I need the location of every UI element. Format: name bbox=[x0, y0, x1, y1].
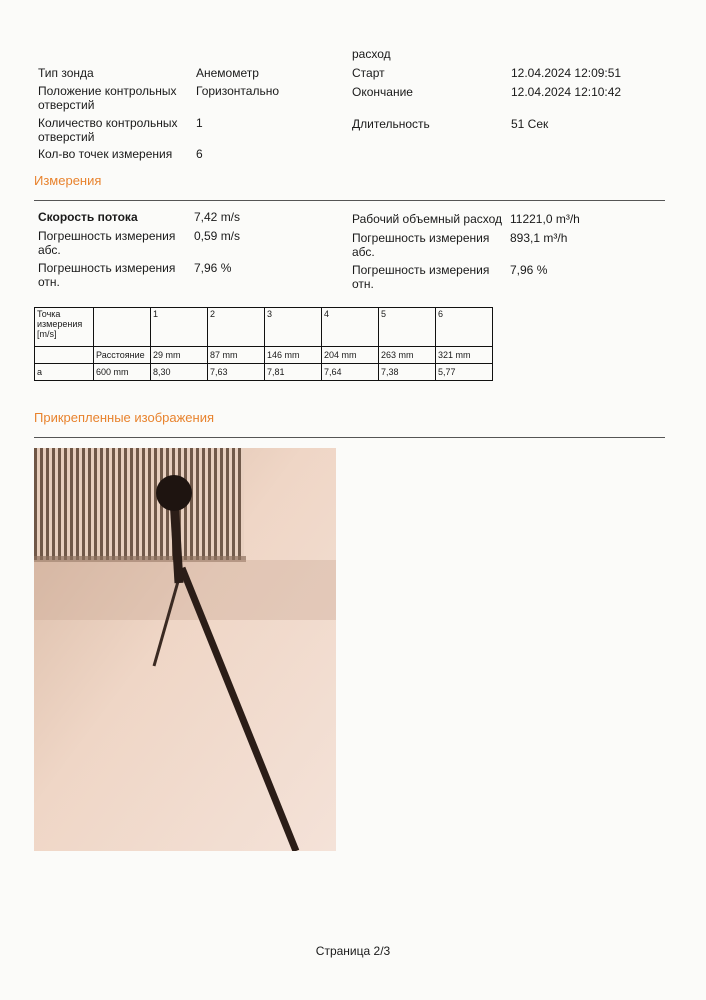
table-cell: 263 mm bbox=[379, 347, 436, 364]
info-label-start: Старт bbox=[352, 66, 385, 80]
info-value-duration: 51 Сек bbox=[511, 117, 549, 131]
info-value-probe-type: Анемометр bbox=[196, 66, 259, 80]
info-value-start: 12.04.2024 12:09:51 bbox=[511, 66, 622, 80]
table-corner-cell: Точка измерения [m/s] bbox=[35, 308, 94, 347]
table-point-header: 5 bbox=[379, 308, 436, 347]
table-cell: 29 mm bbox=[151, 347, 208, 364]
table-cell: 204 mm bbox=[322, 347, 379, 364]
volume-flow-label: Рабочий объемный расход bbox=[352, 212, 503, 226]
table-point-header: 1 bbox=[151, 308, 208, 347]
table-point-header: 3 bbox=[265, 308, 322, 347]
speed-abs-error-label: Погрешность измерения абс. bbox=[38, 229, 176, 257]
table-point-header: 6 bbox=[436, 308, 493, 347]
info-label-duration: Длительность bbox=[352, 117, 430, 131]
table-cell: 7,38 bbox=[379, 364, 436, 381]
info-value-hole-count: 1 bbox=[196, 116, 203, 130]
flow-abs-error-value: 893,1 m³/h bbox=[510, 231, 568, 245]
info-label-hole-count: Количество контрольных отверстий bbox=[38, 116, 178, 144]
header-top-text: расход bbox=[352, 47, 391, 61]
table-cell: 321 mm bbox=[436, 347, 493, 364]
table-cell: 7,64 bbox=[322, 364, 379, 381]
table-row bbox=[35, 364, 493, 381]
speed-rel-error-label: Погрешность измерения отн. bbox=[38, 261, 176, 289]
table-cell: 87 mm bbox=[208, 347, 265, 364]
page-number: Страница 2/3 bbox=[315, 944, 391, 958]
attached-photo bbox=[34, 448, 336, 851]
measurement-table bbox=[34, 307, 493, 381]
info-value-hole-position: Горизонтально bbox=[196, 84, 280, 98]
flow-rel-error-value: 7,96 % bbox=[510, 263, 548, 277]
table-cell: 7,81 bbox=[265, 364, 322, 381]
attachments-section-title: Прикрепленные изображения bbox=[34, 410, 215, 425]
table-cell: 8,30 bbox=[151, 364, 208, 381]
table-cell: 600 mm bbox=[94, 364, 151, 381]
table-distance-label: Расстояние bbox=[94, 347, 151, 364]
measurements-section-title: Измерения bbox=[34, 173, 102, 188]
table-cell bbox=[35, 347, 94, 364]
volume-flow-value: 11221,0 m³/h bbox=[510, 212, 580, 226]
table-row-label: a bbox=[35, 364, 94, 381]
table-cell: 5,77 bbox=[436, 364, 493, 381]
flow-abs-error-label: Погрешность измерения абс. bbox=[352, 231, 490, 259]
flow-rel-error-label: Погрешность измерения отн. bbox=[352, 263, 490, 291]
speed-abs-error-value: 0,59 m/s bbox=[194, 229, 241, 243]
info-value-point-count: 6 bbox=[196, 147, 203, 161]
table-point-header: 2 bbox=[208, 308, 265, 347]
table-row bbox=[35, 347, 493, 364]
table-cell: 7,63 bbox=[208, 364, 265, 381]
table-header-row bbox=[35, 308, 493, 347]
flow-speed-value: 7,42 m/s bbox=[194, 210, 241, 224]
attachments-divider bbox=[34, 437, 665, 438]
info-label-probe-type: Тип зонда bbox=[38, 66, 94, 80]
speed-rel-error-value: 7,96 % bbox=[194, 261, 232, 275]
table-empty-cell bbox=[94, 308, 151, 347]
info-label-point-count: Кол-во точек измерения bbox=[38, 147, 173, 161]
info-value-end: 12.04.2024 12:10:42 bbox=[511, 85, 622, 99]
measurements-divider bbox=[34, 200, 665, 201]
table-point-header: 4 bbox=[322, 308, 379, 347]
info-label-end: Окончание bbox=[352, 85, 413, 99]
table-cell: 146 mm bbox=[265, 347, 322, 364]
info-label-hole-position: Положение контрольных отверстий bbox=[38, 84, 177, 112]
flow-speed-label: Скорость потока bbox=[38, 210, 138, 224]
